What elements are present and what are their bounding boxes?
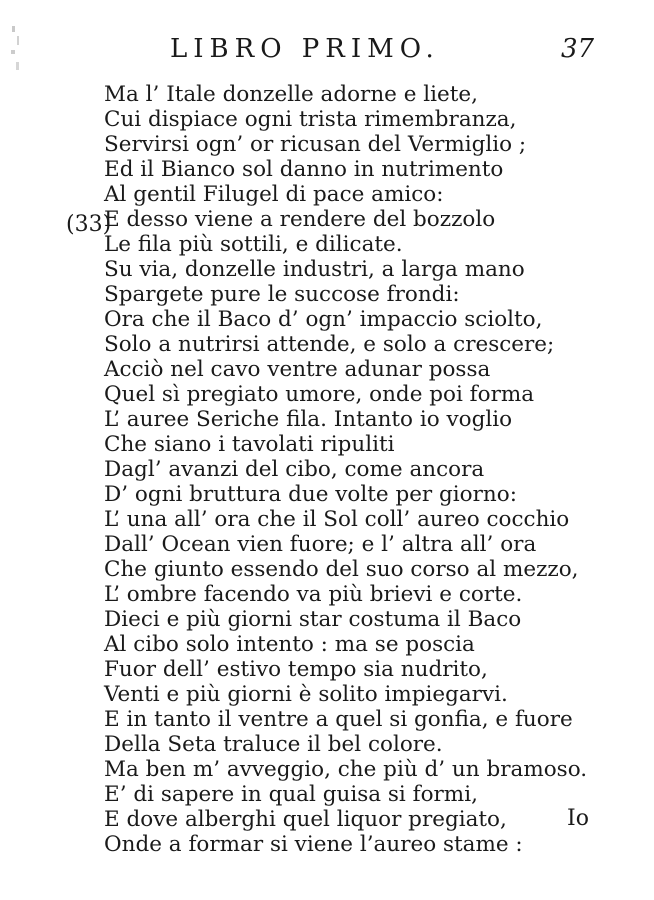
verse-line: L’ auree Seriche fila. Intanto io voglio: [104, 407, 513, 432]
verse-line: Fuor dell’ estivo tempo sia nudrito,: [104, 657, 488, 682]
verse-line: Solo a nutrirsi attende, e solo a crescere;: [104, 332, 555, 357]
verse-line: Le fila più sottili, e dilicate.: [104, 232, 403, 257]
verse-line: Acciò nel cavo ventre adunar possa: [104, 357, 491, 382]
verse-line: Ed il Bianco sol danno in nutrimento: [104, 157, 504, 182]
verse-line: Dieci e più giorni star costuma il Baco: [104, 607, 522, 632]
verse-line: Ma ben m’ avveggio, che più d’ un bramoso.: [104, 757, 588, 782]
verse-line: Su via, donzelle industri, a larga mano: [104, 257, 525, 282]
poem-verse-block: [104, 82, 587, 857]
page-number: 37: [561, 34, 595, 64]
verse-line: Dagl’ avanzi del cibo, come ancora: [104, 457, 485, 482]
verse-line: Ora che il Baco d’ ogn’ impaccio sciolto,: [104, 307, 543, 332]
footnote-marker: (33): [66, 212, 112, 237]
verse-line: E dove alberghi quel liquor pregiato,: [104, 807, 507, 832]
verse-line: E’ di sapere in qual guisa si formi,: [104, 782, 478, 807]
verse-line: L’ una all’ ora che il Sol coll’ aureo cocchio: [104, 507, 570, 532]
verse-line: Ma l’ Itale donzelle adorne e liete,: [104, 82, 478, 107]
verse-line: Quel sì pregiato umore, onde poi forma: [104, 382, 535, 407]
verse-line: Al cibo solo intento : ma se poscia: [104, 632, 475, 657]
verse-line: Della Seta traluce il bel colore.: [104, 732, 443, 757]
verse-line: Cui dispiace ogni trista rimembranza,: [104, 107, 517, 132]
verse-line: Al gentil Filugel di pace amico:: [104, 182, 444, 207]
verse-line: Dall’ Ocean vien fuore; e l’ altra all’ ora: [104, 532, 537, 557]
verse-line: Che giunto essendo del suo corso al mezzo,: [104, 557, 579, 582]
verse-line: D’ ogni bruttura due volte per giorno:: [104, 482, 517, 507]
verse-line: L’ ombre facendo va più brievi e corte.: [104, 582, 523, 607]
verse-line: Spargete pure le succose frondi:: [104, 282, 460, 307]
running-title: LIBRO PRIMO.: [170, 34, 440, 64]
verse-line: Servirsi ogn’ or ricusan del Vermiglio ;: [104, 132, 527, 157]
verse-line: E desso viene a rendere del bozzolo: [104, 207, 496, 232]
verse-line: Onde a formar si viene l’aureo stame :: [104, 832, 523, 857]
page-edge-stain-icon: [8, 24, 24, 78]
verse-line: E in tanto il ventre a quel si gonfia, e fuore: [104, 707, 573, 732]
verse-line: Venti e più giorni è solito impiegarvi.: [104, 682, 508, 707]
verse-line: Che siano i tavolati ripuliti: [104, 432, 395, 457]
catchword: Io: [567, 806, 589, 831]
